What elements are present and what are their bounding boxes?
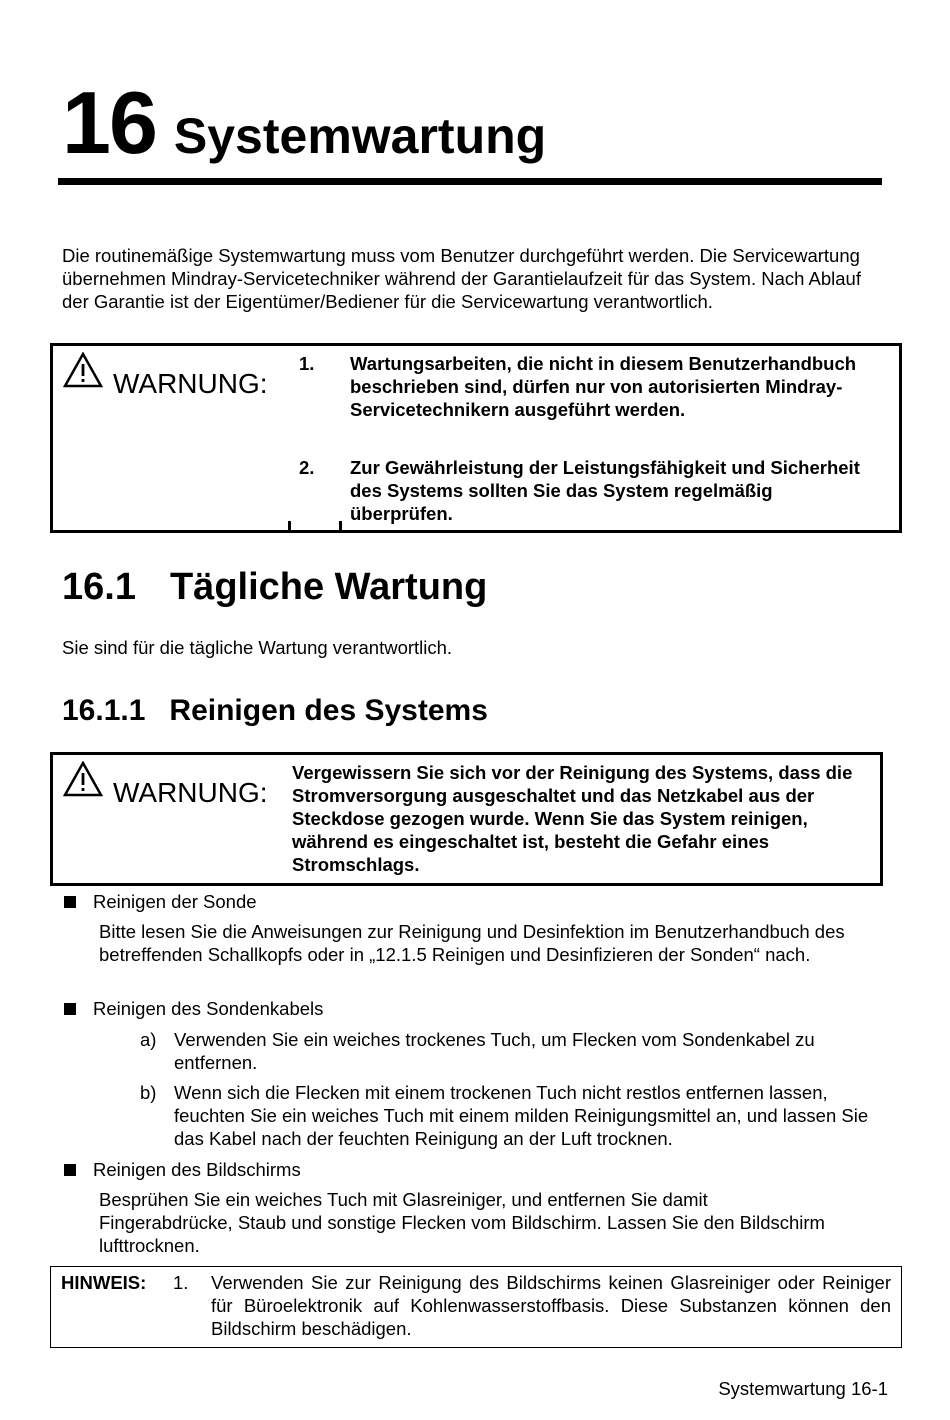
bullet-square-icon bbox=[64, 1003, 76, 1015]
step-text: Verwenden Sie ein weiches trockenes Tuch, um Flecken vom Sondenkabel zu entfernen. bbox=[174, 1029, 815, 1073]
step-text: Wenn sich die Flecken mit einem trockenen Tuch nicht restlos entfernen lassen, feuchten Sie ein weiches Tuch mit einem milden Reinigungsmittel an, und lassen Sie das Kabel nach der feuchten Reinigung an der Luft trocknen. bbox=[174, 1082, 869, 1149]
bullet-text: Besprühen Sie ein weiches Tuch mit Glasreiniger, und entfernen Sie damit Fingerabdrücke, Staub und sonstige Flecken vom Bildschirm. Lassen Sie den Bildschirm lufttrocknen. bbox=[99, 1189, 825, 1256]
warning-label bbox=[63, 352, 268, 400]
chapter-heading bbox=[62, 72, 546, 174]
note-number: 1. bbox=[173, 1272, 189, 1293]
subsection-title: Reinigen des Systems bbox=[169, 694, 488, 727]
warning-box-maintenance bbox=[50, 343, 902, 533]
warning-triangle-icon bbox=[63, 761, 103, 797]
note-box bbox=[50, 1266, 902, 1348]
note-label: HINWEIS: bbox=[61, 1272, 147, 1293]
warning-label-text: WARNUNG: bbox=[113, 777, 268, 808]
warning-label-text: WARNUNG: bbox=[113, 368, 268, 399]
section-number: 16.1 bbox=[62, 566, 136, 608]
chapter-number: 16 bbox=[62, 73, 156, 172]
warning-text: Vergewissern Sie sich vor der Reinigung des Systems, dass die Stromversorgung ausgeschaltet und das Netzkabel aus der Steckdose gezogen wurde. Wenn Sie das System reinigen, während es eingeschaltet ist, besteht die Gefahr eines Stromschlags. bbox=[292, 762, 853, 875]
chapter-rule bbox=[58, 178, 882, 185]
section-paragraph: Sie sind für die tägliche Wartung verantwortlich. bbox=[62, 637, 453, 658]
subsection-number: 16.1.1 bbox=[62, 694, 146, 727]
step-label: a) bbox=[140, 1029, 157, 1050]
section-title: Tägliche Wartung bbox=[169, 566, 488, 608]
warning-triangle-icon bbox=[63, 352, 103, 388]
bullet-square-icon bbox=[64, 896, 76, 908]
step-label: b) bbox=[140, 1082, 157, 1103]
bullet-title: Reinigen der Sonde bbox=[93, 891, 257, 912]
intro-paragraph: Die routinemäßige Systemwartung muss vom Benutzer durchgeführt werden. Die Servicewartung übernehmen Mindray-Servicetechniker während der Garantielaufzeit für das System. Nach Ablauf der Garantie ist der Eigentümer/Bediener für die Servicewartung verantwortlich. bbox=[62, 245, 861, 312]
chapter-title: Systemwartung bbox=[173, 108, 547, 164]
warning-item-text: Zur Gewährleistung der Leistungsfähigkeit und Sicherheit des Systems sollten Sie das System regelmäßig überprüfen. bbox=[350, 457, 860, 524]
table-divider bbox=[288, 521, 291, 533]
warning-item-number: 2. bbox=[299, 457, 315, 478]
note-text: Verwenden Sie zur Reinigung des Bildschirms keinen Glasreiniger oder Reiniger für Büroelektronik auf Kohlenwasserstoffbasis. Diese Substanzen können den Bildschirm beschädigen. bbox=[211, 1272, 891, 1339]
bullet-square-icon bbox=[64, 1164, 76, 1176]
bullet-title: Reinigen des Bildschirms bbox=[93, 1159, 301, 1180]
subsection-heading bbox=[62, 694, 488, 728]
page-footer: Systemwartung 16-1 bbox=[718, 1378, 888, 1399]
bullet-title: Reinigen des Sondenkabels bbox=[93, 998, 324, 1019]
warning-item-number: 1. bbox=[299, 353, 315, 374]
bullet-text: Bitte lesen Sie die Anweisungen zur Reinigung und Desinfektion im Benutzerhandbuch des betreffenden Schallkopfs oder in „12.1.5 Reinigen und Desinfizieren der Sonden“ nach. bbox=[99, 921, 845, 965]
section-heading bbox=[62, 566, 487, 609]
warning-box-cleaning bbox=[50, 752, 883, 886]
table-divider bbox=[339, 521, 342, 533]
warning-label bbox=[63, 761, 268, 809]
warning-item-text: Wartungsarbeiten, die nicht in diesem Benutzerhandbuch beschrieben sind, dürfen nur von autorisierten Mindray-Servicetechnikern ausgeführt werden. bbox=[350, 353, 857, 420]
